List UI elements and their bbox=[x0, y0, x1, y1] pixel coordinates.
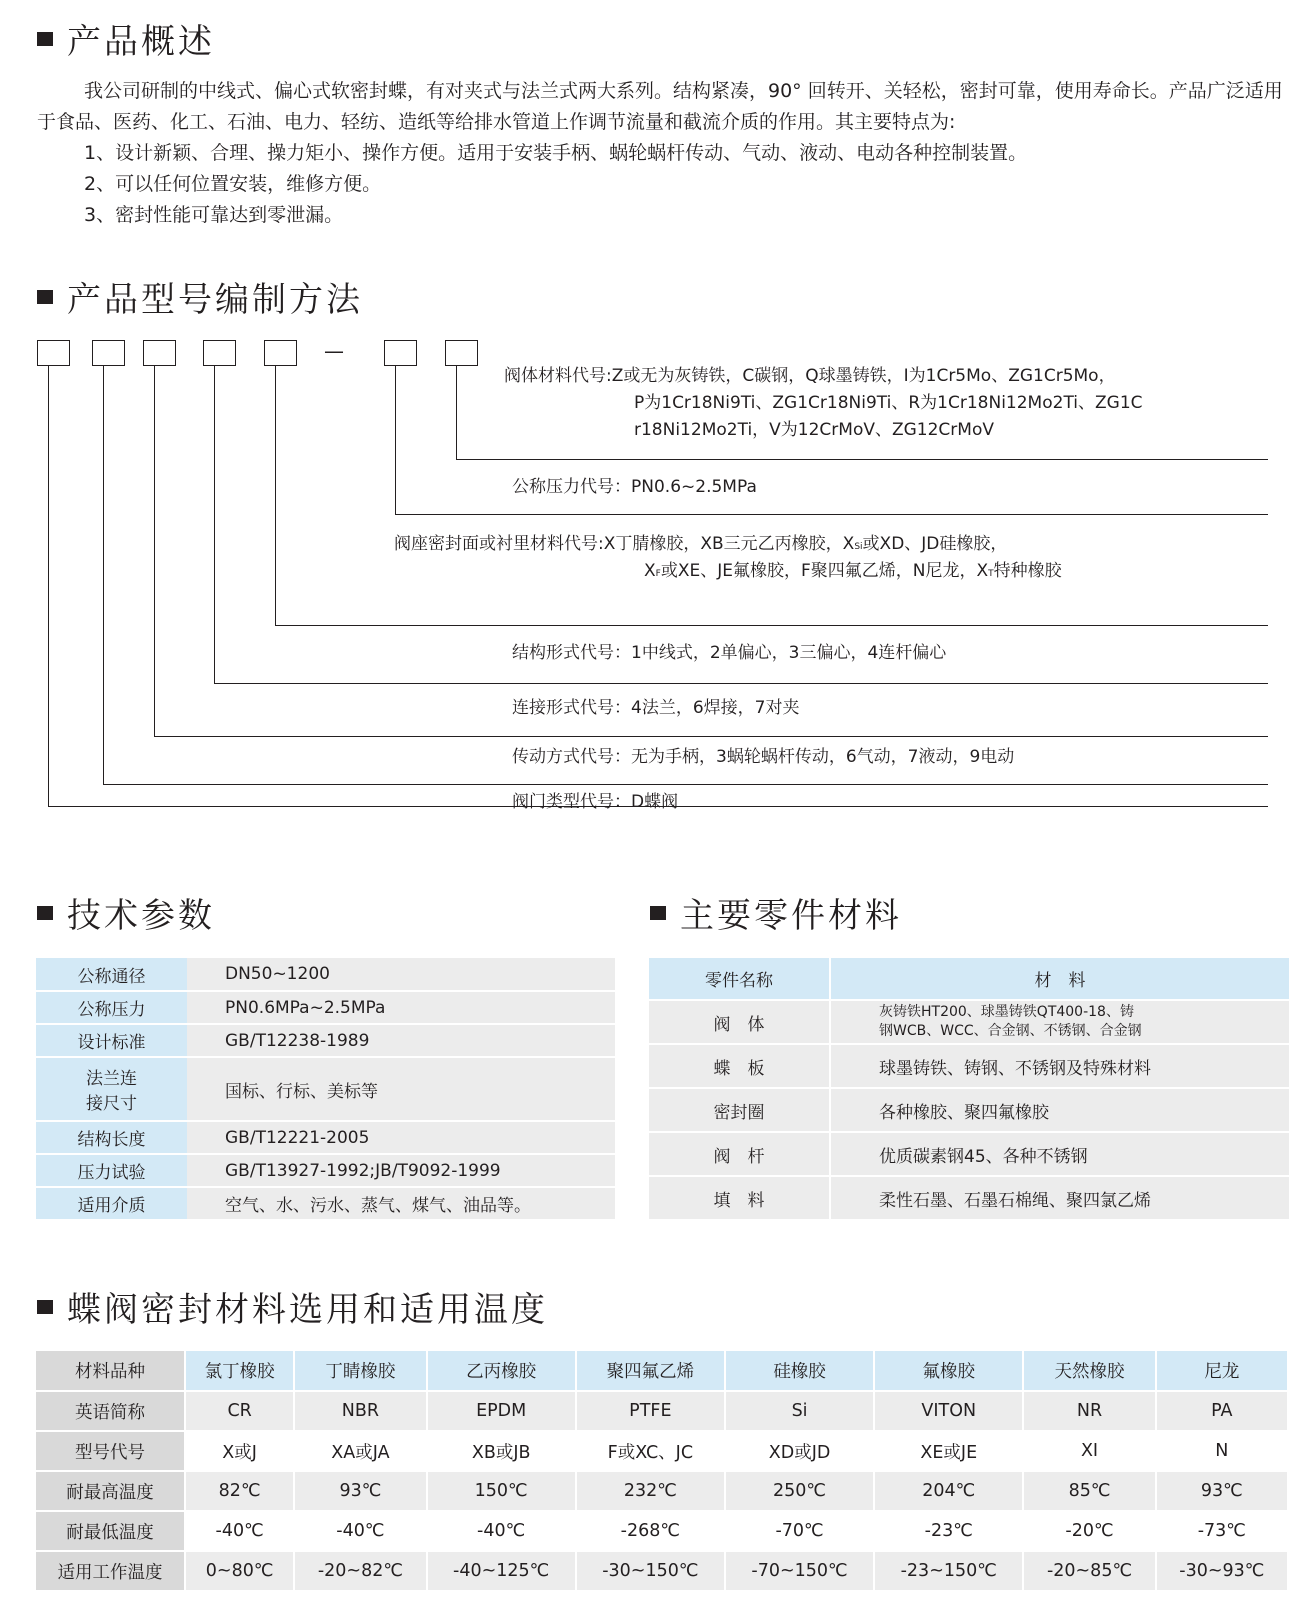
parts-title: 主要零件材料 bbox=[650, 888, 902, 937]
feature-item: 1、设计新颖、合理、操力矩小、操作方便。适用于安装手柄、蜗轮蜗杆传动、气动、液动、电动各种控制装置。 bbox=[84, 142, 1028, 164]
leader-line bbox=[456, 366, 457, 459]
table-header-row: 材料品种 氯丁橡胶 丁睛橡胶 乙丙橡胶 聚四氟乙烯 硅橡胶 氟橡胶 天然橡胶 尼龙 bbox=[36, 1351, 1288, 1391]
code-dash: — bbox=[324, 339, 344, 363]
leader-line bbox=[154, 736, 1268, 737]
table-header-row: 零件名称 材 料 bbox=[649, 958, 1289, 1000]
pressure-label: 公称压力代号：PN0.6~2.5MPa bbox=[512, 477, 757, 497]
seat-material-label: 阀座密封面或衬里材料代号:X丁腈橡胶，XB三元乙丙橡胶，XSi或XD、JD硅橡胶， bbox=[394, 534, 1008, 554]
seal-material-table bbox=[36, 1351, 1289, 1592]
code-box bbox=[37, 340, 70, 366]
table-row: 阀 杆 优质碳素钢45、各种不锈钢 bbox=[649, 1132, 1289, 1176]
seat-material-label: XF或XE、JE氟橡胶，F聚四氟乙烯，N尼龙，XT特种橡胶 bbox=[644, 561, 1062, 581]
drive-label: 传动方式代号：无为手柄，3蜗轮蜗杆传动，6气动，7液动，9电动 bbox=[512, 747, 1015, 767]
overview-text bbox=[37, 76, 1287, 231]
table-row: 英语简称 CR NBR EPDM PTFE Si VITON NR PA bbox=[36, 1391, 1288, 1431]
leader-line bbox=[275, 366, 276, 625]
valve-type-label: 阀门类型代号：D蝶阀 bbox=[512, 792, 679, 812]
leader-line bbox=[395, 366, 396, 514]
table-row: 公称通径 DN50~1200 bbox=[36, 958, 615, 991]
leader-line bbox=[275, 625, 1268, 626]
leader-line bbox=[103, 366, 104, 784]
table-row: 适用工作温度 0~80℃ -20~82℃ -40~125℃ -30~150℃ -70~150℃ -23~150℃ -20~85℃ -30~93℃ bbox=[36, 1551, 1288, 1591]
structure-label: 结构形式代号：1中线式，2单偏心，3三偏心，4连杆偏心 bbox=[512, 643, 947, 663]
table-row: 耐最高温度 82℃ 93℃ 150℃ 232℃ 250℃ 204℃ 85℃ 93℃ bbox=[36, 1471, 1288, 1511]
overview-paragraph: 我公司研制的中线式、偏心式软密封蝶，有对夹式与法兰式两大系列。结构紧凑，90° 回转开、关轻松，密封可靠，使用寿命长。产品广泛适用于食品、医药、化工、石油、电力、轻纺、造纸等给排水管道上作调节流量和截流介质的作用。其主要特点为: bbox=[37, 80, 1283, 133]
table-row: 结构长度 GB/T12221-2005 bbox=[36, 1121, 615, 1154]
code-box bbox=[264, 340, 297, 366]
table-row: 法兰连 接尺寸 国标、行标、美标等 bbox=[36, 1057, 615, 1121]
code-box bbox=[92, 340, 125, 366]
leader-line bbox=[103, 784, 1268, 785]
table-row: 公称压力 PN0.6MPa~2.5MPa bbox=[36, 991, 615, 1024]
table-row: 型号代号 X或J XA或JA XB或JB F或XC、JC XD或JD XE或JE XI N bbox=[36, 1431, 1288, 1471]
body-material-label: 阀体材料代号:Z或无为灰铸铁，C碳钢，Q球墨铸铁，I为1Cr5Mo、ZG1Cr5Mo， bbox=[504, 366, 1116, 386]
seal-title: 蝶阀密封材料选用和适用温度 bbox=[37, 1282, 548, 1331]
body-material-label: P为1Cr18Ni9Ti、ZG1Cr18Ni9Ti、R为1Cr18Ni12Mo2Ti、ZG1C bbox=[634, 393, 1143, 413]
table-row: 压力试验 GB/T13927-1992;JB/T9092-1999 bbox=[36, 1154, 615, 1187]
model-code-diagram bbox=[0, 340, 1300, 840]
table-row: 适用介质 空气、水、污水、蒸气、煤气、油品等。 bbox=[36, 1187, 615, 1220]
tech-title: 技术参数 bbox=[37, 888, 215, 937]
leader-line bbox=[395, 514, 1268, 515]
table-row: 填 料 柔性石墨、石墨石棉绳、聚四氯乙烯 bbox=[649, 1176, 1289, 1220]
table-row: 耐最低温度 -40℃ -40℃ -40℃ -268℃ -70℃ -23℃ -20℃ -73℃ bbox=[36, 1511, 1288, 1551]
leader-line bbox=[214, 366, 215, 683]
code-box bbox=[445, 340, 478, 366]
square-bullet-icon bbox=[650, 906, 666, 920]
code-box bbox=[203, 340, 236, 366]
overview-title: 产品概述 bbox=[37, 14, 215, 63]
square-bullet-icon bbox=[37, 32, 53, 46]
table-row: 阀 体 灰铸铁HT200、球墨铸铁QT400-18、铸 钢WCB、WCC、合金钢、不锈钢、合金钢 bbox=[649, 1000, 1289, 1044]
model-title: 产品型号编制方法 bbox=[37, 272, 363, 321]
leader-line bbox=[214, 683, 1268, 684]
square-bullet-icon bbox=[37, 906, 53, 920]
connection-label: 连接形式代号：4法兰，6焊接，7对夹 bbox=[512, 698, 800, 718]
body-material-label: r18Ni12Mo2Ti，V为12CrMoV、ZG12CrMoV bbox=[634, 420, 994, 440]
table-row: 蝶 板 球墨铸铁、铸钢、不锈钢及特殊材料 bbox=[649, 1044, 1289, 1088]
leader-line bbox=[154, 366, 155, 736]
table-row: 设计标准 GB/T12238-1989 bbox=[36, 1024, 615, 1057]
leader-line bbox=[456, 459, 1268, 460]
parts-material-table bbox=[649, 958, 1289, 1221]
code-box bbox=[143, 340, 176, 366]
square-bullet-icon bbox=[37, 1300, 53, 1314]
code-box bbox=[384, 340, 417, 366]
table-row: 密封圈 各种橡胶、聚四氟橡胶 bbox=[649, 1088, 1289, 1132]
tech-params-table bbox=[36, 958, 615, 1221]
feature-item: 3、密封性能可靠达到零泄漏。 bbox=[84, 204, 344, 226]
square-bullet-icon bbox=[37, 290, 53, 304]
feature-item: 2、可以任何位置安装，维修方便。 bbox=[84, 173, 382, 195]
leader-line bbox=[48, 366, 49, 806]
